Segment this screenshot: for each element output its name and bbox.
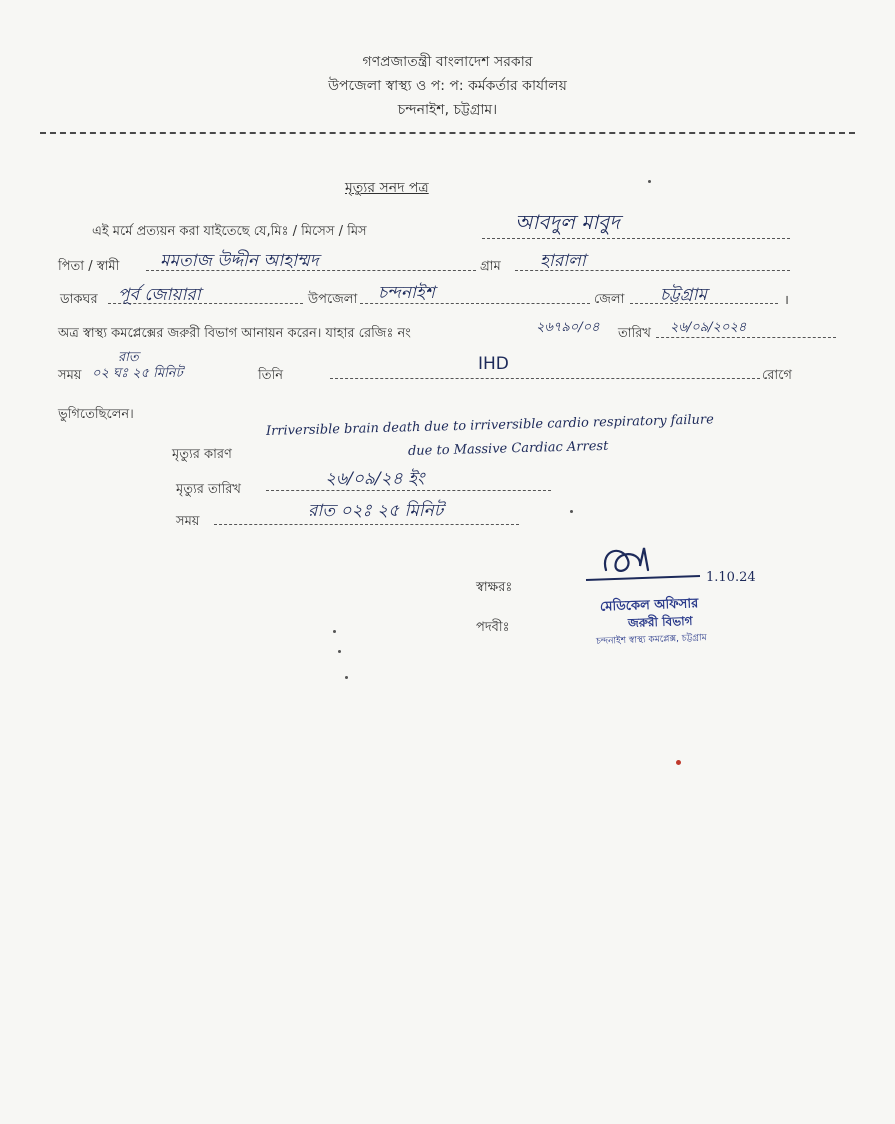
suffering-label: ভুগিতেছিলেন। (58, 407, 134, 422)
admission-date-label: তারিখ (618, 326, 651, 341)
stamp-line-2: জরুরী বিভাগ (627, 613, 693, 631)
stamp-line-3: চন্দনাইশ স্বাস্থ্য কমপ্লেক্স, চট্টগ্রাম (595, 633, 707, 647)
post-label: ডাকঘর (60, 292, 98, 307)
cause-of-death-line2: due to Massive Cardiac Arrest (407, 438, 609, 459)
scan-speck (648, 180, 651, 183)
scan-speck (570, 510, 573, 513)
admission-date: ২৬/০৯/২০২৪ (670, 320, 747, 335)
cause-of-death-label: মৃত্যুর কারণ (172, 447, 232, 462)
signature-date: 1.10.24 (706, 570, 756, 585)
district-name: চট্টগ্রাম (660, 285, 707, 305)
signature-mark (582, 540, 702, 590)
stamp-line-1: মেডিকেল অফিসার (599, 596, 699, 615)
upazila-name: চন্দনাইশ (378, 283, 435, 303)
father-label: পিতা / স্বামী (58, 259, 120, 274)
father-name: মমতাজ উদ্দীন আহাম্মদ (160, 251, 319, 271)
registration-number: ২৬৭৯০/০৪ (536, 320, 600, 335)
disease-suffix: রোগে (762, 368, 792, 383)
he-label: তিনি (258, 368, 283, 383)
village-label: গ্রাম (480, 259, 501, 274)
signature-label: স্বাক্ষরঃ (476, 580, 513, 595)
death-time: রাত ০২ঃ ২৫ মিনিট (308, 501, 444, 521)
header-office: উপজেলা স্বাস্থ্য ও প: প: কর্মকর্তার কার্যালয় (328, 78, 567, 94)
scan-speck (338, 650, 341, 653)
disease-dotted-line (330, 378, 760, 379)
death-date-label: মৃত্যুর তারিখ (176, 482, 241, 497)
designation-label: পদবীঃ (476, 620, 510, 635)
row-end-mark: । (784, 293, 789, 308)
header-location: চন্দনাইশ, চট্টগ্রাম। (397, 102, 498, 118)
disease-name: IHD (478, 354, 509, 374)
admission-time: ০২ ঘঃ ২৫ মিনিট (92, 366, 183, 381)
scan-speck (333, 630, 336, 633)
death-time-label: সময় (176, 514, 200, 529)
header-government: গণপ্রজাতন্ত্রী বাংলাদেশ সরকার (362, 54, 533, 70)
scan-speck (345, 676, 348, 679)
scan-speck-red (676, 760, 681, 765)
death-date: ২৬/০৯/২৪ ইং (325, 469, 425, 489)
village-name: হারালা (540, 251, 586, 271)
intro-label: এই মর্মে প্রত্যয়ন করা যাইতেছে যে,মিঃ / মিসেস / মিস (92, 224, 367, 239)
upazila-label: উপজেলা (308, 292, 358, 307)
deceased-name: আবদুল মাবুদ (515, 210, 620, 234)
header-divider (40, 132, 855, 134)
admission-label: অত্র স্বাস্থ্য কমপ্লেক্সের জরুরী বিভাগ আনায়ন করেন। যাহার রেজিঃ নং (58, 326, 411, 341)
cause-of-death-line1: Irriversible brain death due to irriversible cardio respiratory failure (265, 412, 715, 439)
certificate-title: মৃত্যুর সনদ পত্র (345, 180, 429, 196)
admission-time-label: সময় (58, 368, 82, 383)
district-label: জেলা (594, 292, 625, 307)
admission-time-note: রাত (118, 350, 139, 365)
post-office-name: পূর্ব জোয়ারা (118, 285, 201, 305)
